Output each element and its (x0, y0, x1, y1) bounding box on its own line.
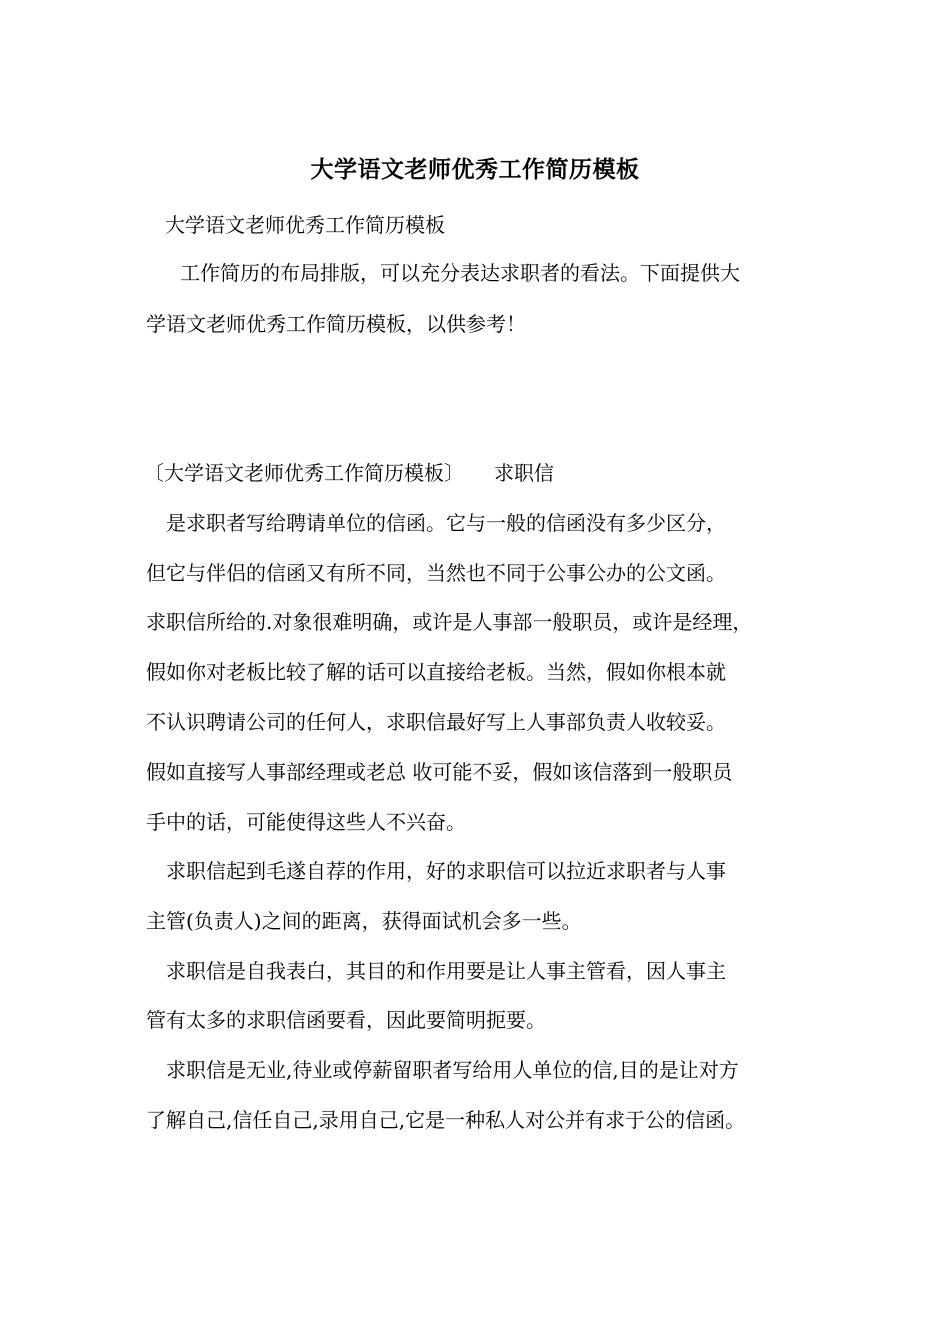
paragraph-line: 假如直接写人事部经理或老总 收可能不妥，假如该信落到一般职员 (146, 760, 733, 784)
paragraph-line: 假如你对老板比较了解的话可以直接给老板。当然，假如你根本就 (146, 660, 726, 684)
paragraph-line: 求职信是无业,待业或停薪留职者写给用人单位的信,目的是让对方 (166, 1058, 739, 1082)
document-title: 大学语文老师优秀工作简历模板 (310, 156, 640, 183)
intro-line: 学语文老师优秀工作简历模板，以供参考！ (146, 312, 526, 336)
paragraph-line: 求职信所给的.对象很难明确，或许是人事部一般职员，或许是经理， (146, 610, 753, 634)
paragraph-line: 是求职者写给聘请单位的信函。它与一般的信函没有多少区分， (166, 511, 726, 535)
intro-line: 工作简历的布局排版，可以充分表达求职者的看法。下面提供大 (180, 261, 740, 285)
document-subtitle: 大学语文老师优秀工作简历模板 (165, 213, 445, 237)
paragraph-line: 求职信是自我表白，其目的和作用要是让人事主管看，因人事主 (166, 959, 726, 983)
paragraph-line: 但它与伴侣的信函又有所不同，当然也不同于公事公办的公文函。 (146, 561, 726, 585)
section-heading: 〔大学语文老师优秀工作简历模板〕 求职信 (144, 461, 554, 485)
paragraph-line: 主管(负责人)之间的距离，获得面试机会多一些。 (146, 909, 582, 933)
paragraph-line: 了解自己,信任自己,录用自己,它是一种私人对公并有求于公的信函。 (146, 1108, 746, 1132)
paragraph-line: 不认识聘请公司的任何人，求职信最好写上人事部负责人收较妥。 (146, 710, 726, 734)
paragraph-line: 管有太多的求职信函要看，因此要简明扼要。 (146, 1008, 546, 1032)
paragraph-line: 手中的话，可能使得这些人不兴奋。 (146, 810, 466, 834)
paragraph-line: 求职信起到毛遂自荐的作用，好的求职信可以拉近求职者与人事 (166, 859, 726, 883)
